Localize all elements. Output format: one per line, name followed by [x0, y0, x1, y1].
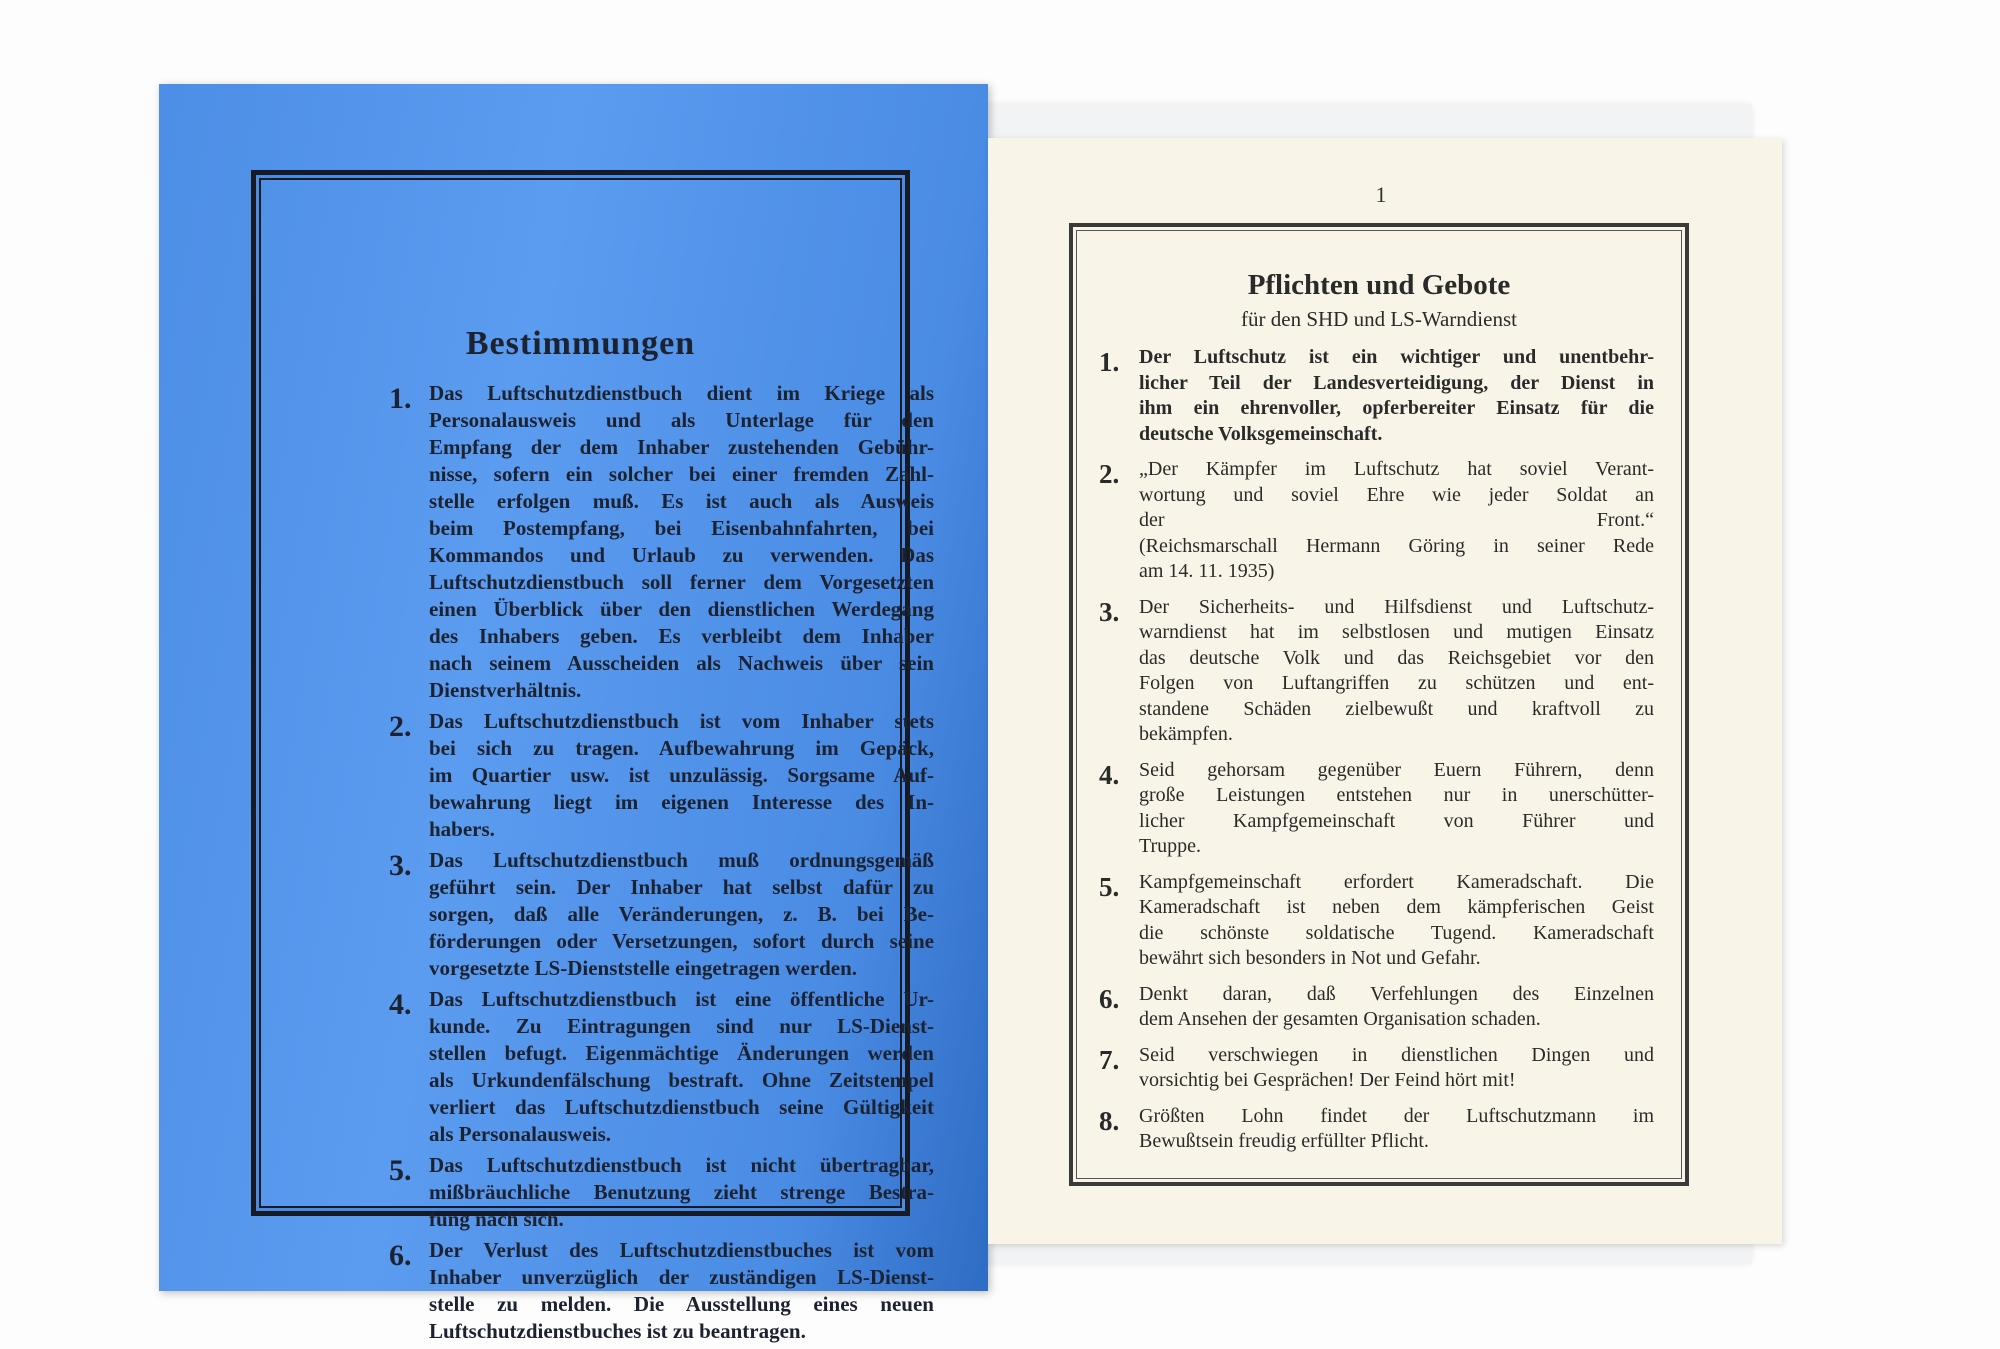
left-page-frame: [251, 170, 934, 1343]
item-text-line: stelle zu melden. Die Ausstellung eines neuen: [429, 1292, 934, 1316]
item-number: 2.: [389, 710, 412, 743]
item-text-line: verliert das Luftschutzdienstbuch seine Gültigkeit: [429, 1095, 934, 1119]
right-page-title: Pflichten und Gebote: [1247, 269, 1511, 301]
item-text-line: Seid gehorsam gegenüber Euern Führern, denn: [1139, 758, 1654, 781]
numbered-item: [389, 847, 934, 982]
item-text-line: Kampfgemeinschaft erfordert Kameradschaft. Die: [1139, 870, 1654, 893]
item-text-line: als Personalausweis.: [429, 1122, 612, 1146]
item-text-line: Das Luftschutzdienstbuch muß ordnungsgemäß: [429, 848, 934, 872]
item-text-line: bei sich zu tragen. Aufbewahrung im Gepäck,: [429, 736, 934, 760]
item-number: 4.: [389, 988, 412, 1021]
item-text-line: Das Luftschutzdienstbuch dient im Kriege als: [429, 381, 934, 405]
item-text-line: Luftschutzdienstbuches ist zu beantragen.: [429, 1319, 806, 1343]
item-text-line: mißbräuchliche Benutzung zieht strenge Bestra-: [429, 1180, 934, 1204]
item-number: 1.: [1099, 347, 1120, 377]
item-text-line: bewahrung liegt im eigenen Interesse des In-: [429, 790, 934, 814]
item-text-line: warndienst hat im selbstlosen und mutigen Einsatz: [1139, 621, 1654, 643]
item-text-line: förderungen oder Versetzungen, sofort durch seine: [429, 929, 934, 953]
item-text-line: einen Überblick über den dienstlichen Werdegang: [429, 597, 934, 621]
item-text-line: nach seinem Ausscheiden als Nachweis über sein: [429, 651, 934, 675]
numbered-item: [389, 1237, 934, 1345]
item-number: 7.: [1099, 1044, 1120, 1075]
numbered-item: [1099, 982, 1654, 1033]
item-text-line: kunde. Zu Eintragungen sind nur LS-Dienst-: [429, 1014, 934, 1038]
item-number: 5.: [1099, 871, 1120, 902]
item-text-line: große Leistungen entstehen nur in unerschütter-: [1139, 784, 1654, 806]
numbered-item: [1099, 457, 1654, 585]
item-text-line: „Der Kämpfer im Luftschutz hat soviel Verant-: [1139, 458, 1654, 480]
item-text-line: Der Luftschutz ist ein wichtiger und unentbehr-: [1139, 346, 1654, 368]
item-text-line: Empfang der dem Inhaber zustehenden Gebühr-: [429, 435, 934, 459]
item-text-line: am 14. 11. 1935): [1139, 560, 1275, 582]
item-text-line: dem Ansehen der gesamten Organisation schaden.: [1139, 1008, 1541, 1030]
numbered-item: [1099, 345, 1654, 447]
item-number: 4.: [1099, 759, 1120, 790]
item-text-line: ihm ein ehrenvoller, opferbereiter Einsatz für die: [1139, 397, 1654, 419]
item-text-line: sorgen, daß alle Veränderungen, z. B. bei Be-: [429, 902, 934, 926]
numbered-item: [389, 380, 934, 704]
numbered-item: [1099, 1104, 1654, 1155]
item-text-line: Folgen von Luftangriffen zu schützen und ent-: [1139, 672, 1654, 694]
right-page-frame: [1069, 223, 1689, 1186]
item-number: 3.: [389, 849, 412, 882]
item-text-line: der Front.“: [1139, 509, 1654, 531]
item-text-line: bekämpfen.: [1139, 723, 1233, 745]
left-page-title: Bestimmungen: [465, 325, 696, 362]
item-text-line: Kameradschaft ist neben dem kämpferischen Geist: [1139, 896, 1654, 918]
item-text-line: bewährt sich besonders in Not und Gefahr.: [1139, 947, 1481, 969]
left-page-items: [389, 380, 934, 1349]
item-text-line: Seid verschwiegen in dienstlichen Dingen und: [1139, 1043, 1654, 1066]
item-text-line: Das Luftschutzdienstbuch ist vom Inhaber stets: [429, 709, 934, 733]
item-number: 2.: [1099, 459, 1120, 489]
item-text-line: die schönste soldatische Tugend. Kameradschaft: [1139, 921, 1654, 944]
right-page-items: [1099, 345, 1654, 1165]
item-text-line: wortung und soviel Ehre wie jeder Soldat an: [1139, 483, 1654, 506]
right-page-subtitle: für den SHD und LS-Warndienst: [1241, 307, 1517, 331]
item-text-line: als Urkundenfälschung bestraft. Ohne Zeitstempel: [429, 1068, 934, 1092]
item-text-line: Das Luftschutzdienstbuch ist eine öffentliche Ur-: [429, 987, 934, 1011]
numbered-item: [389, 1152, 934, 1233]
numbered-item: [1099, 758, 1654, 860]
item-number: 1.: [389, 382, 412, 415]
item-text-line: Personalausweis und als Unterlage für den: [429, 408, 934, 432]
item-number: 3.: [1099, 596, 1120, 627]
item-text-line: Größten Lohn findet der Luftschutzmann im: [1139, 1104, 1654, 1127]
item-text-line: Der Verlust des Luftschutzdienstbuches ist vom: [429, 1238, 934, 1262]
item-text-line: im Quartier usw. ist unzulässig. Sorgsame Auf-: [429, 763, 934, 787]
item-text-line: Denkt daran, daß Verfehlungen des Einzelnen: [1139, 982, 1654, 1005]
item-text-line: stelle erfolgen muß. Es ist auch als Ausweis: [429, 489, 934, 513]
item-text-line: nisse, sofern ein solcher bei einer fremden Zahl-: [429, 462, 934, 486]
right-page: [988, 138, 1782, 1244]
numbered-item: [389, 986, 934, 1148]
item-text-line: Der Sicherheits- und Hilfsdienst und Luftschutz-: [1139, 595, 1654, 618]
item-text-line: licher Kampfgemeinschaft von Führer und: [1139, 809, 1654, 832]
item-text-line: stellen befugt. Eigenmächtige Änderungen werden: [429, 1041, 934, 1065]
item-text-line: des Inhabers geben. Es verbleibt dem Inhaber: [429, 624, 934, 648]
item-number: 6.: [389, 1239, 412, 1272]
item-text-line: fung nach sich.: [429, 1207, 564, 1231]
item-text-line: Kommandos und Urlaub zu verwenden. Das: [429, 543, 934, 567]
item-text-line: (Reichsmarschall Hermann Göring in seiner Rede: [1139, 534, 1654, 557]
item-text-line: Truppe.: [1139, 835, 1202, 857]
item-text-line: geführt sein. Der Inhaber hat selbst dafür zu: [429, 875, 934, 899]
item-text-line: vorsichtig bei Gesprächen! Der Feind hört mit!: [1139, 1069, 1516, 1091]
item-text-line: Das Luftschutzdienstbuch ist nicht übertragbar,: [429, 1153, 934, 1177]
page-number: 1: [1375, 182, 1387, 207]
item-text-line: deutsche Volksgemeinschaft.: [1139, 422, 1383, 445]
item-number: 8.: [1099, 1105, 1120, 1136]
item-text-line: Bewußtsein freudig erfüllter Pflicht.: [1139, 1130, 1429, 1152]
numbered-item: [1099, 870, 1654, 972]
item-number: 6.: [1099, 983, 1120, 1014]
item-text-line: habers.: [429, 817, 495, 841]
numbered-item: [389, 708, 934, 843]
left-page-blue-cover: [159, 84, 988, 1343]
item-text-line: standene Schäden zielbewußt und kraftvoll zu: [1139, 697, 1654, 720]
item-text-line: das deutsche Volk und das Reichsgebiet vor den: [1139, 646, 1654, 669]
numbered-item: [1099, 595, 1654, 748]
numbered-item: [1099, 1043, 1654, 1094]
item-text-line: Luftschutzdienstbuch soll ferner dem Vorgesetzten: [429, 570, 934, 594]
item-text-line: licher Teil der Landesverteidigung, der Dienst in: [1139, 371, 1654, 394]
item-text-line: beim Postempfang, bei Eisenbahnfahrten, bei: [429, 516, 934, 540]
item-text-line: Dienstverhältnis.: [429, 678, 582, 702]
item-number: 5.: [389, 1154, 412, 1187]
item-text-line: Inhaber unverzüglich der zuständigen LS-Dienst-: [429, 1265, 934, 1289]
item-text-line: vorgesetzte LS-Dienststelle eingetragen werden.: [429, 956, 858, 980]
